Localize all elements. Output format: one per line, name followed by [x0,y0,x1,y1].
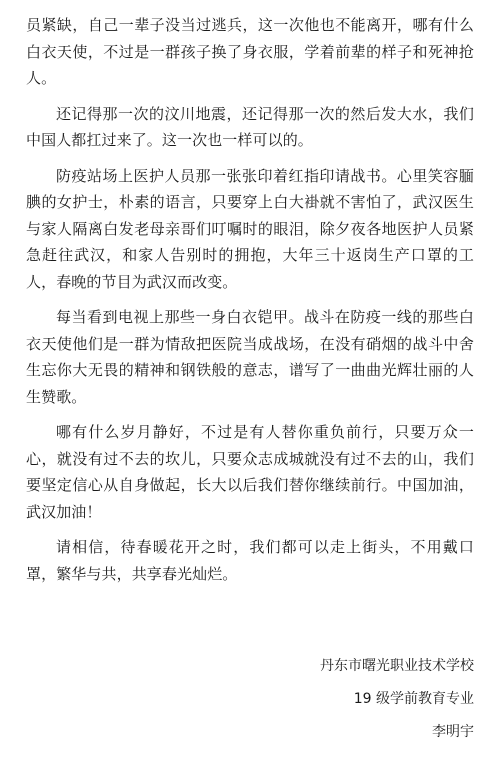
article-paragraph: 防疫站场上医护人员那一张张印着红指印请战书。心里笑容腼腆的女护士，朴素的语言，只要穿上白大褂就不害怕了，武汉医生与家人隔离白发老母亲哥们叮嘱时的眼泪，除夕夜各地医护人员紧急赶往武汉，和家人告别时的拥抱，大年三十返岗生产口罩的工人，春晚的节目为武汉而改变。 [26,166,474,291]
signature-school: 丹东市曙光职业技术学校 [320,658,474,674]
article-paragraph: 员紧缺，自己一辈子没当过逃兵，这一次他也不能离开，哪有什么白衣天使，不过是一群孩子换了身衣服，学着前辈的样子和死神抢人。 [26,16,474,87]
article-body [26,12,474,596]
signature-block [320,650,474,749]
article-paragraph: 请相信，待春暖花开之时，我们都可以走上街头，不用戴口罩，繁华与共，共享春光灿烂。 [26,538,474,583]
signature-author: 李明宇 [432,724,474,740]
signature-major: 19 级学前教育专业 [353,691,474,707]
article-paragraph: 哪有什么岁月静好，不过是有人替你重负前行，只要万众一心，就没有过不去的坎儿，只要众志成城就没有过不去的山，我们要坚定信心从自身做起，长大以后我们替你继续前行。中国加油，武汉加油！ [26,423,474,521]
article-paragraph: 每当看到电视上那些一身白衣铠甲。战斗在防疫一线的那些白衣天使他们是一群为情敌把医院当成战场，在没有硝烟的战斗中舍生忘你大无畏的精神和钢铁般的意志，谱写了一曲曲光辉壮丽的人生赞歌。 [26,308,474,406]
article-paragraph: 还记得那一次的汶川地震，还记得那一次的然后发大水，我们中国人都扛过来了。这一次也一样可以的。 [26,104,474,149]
